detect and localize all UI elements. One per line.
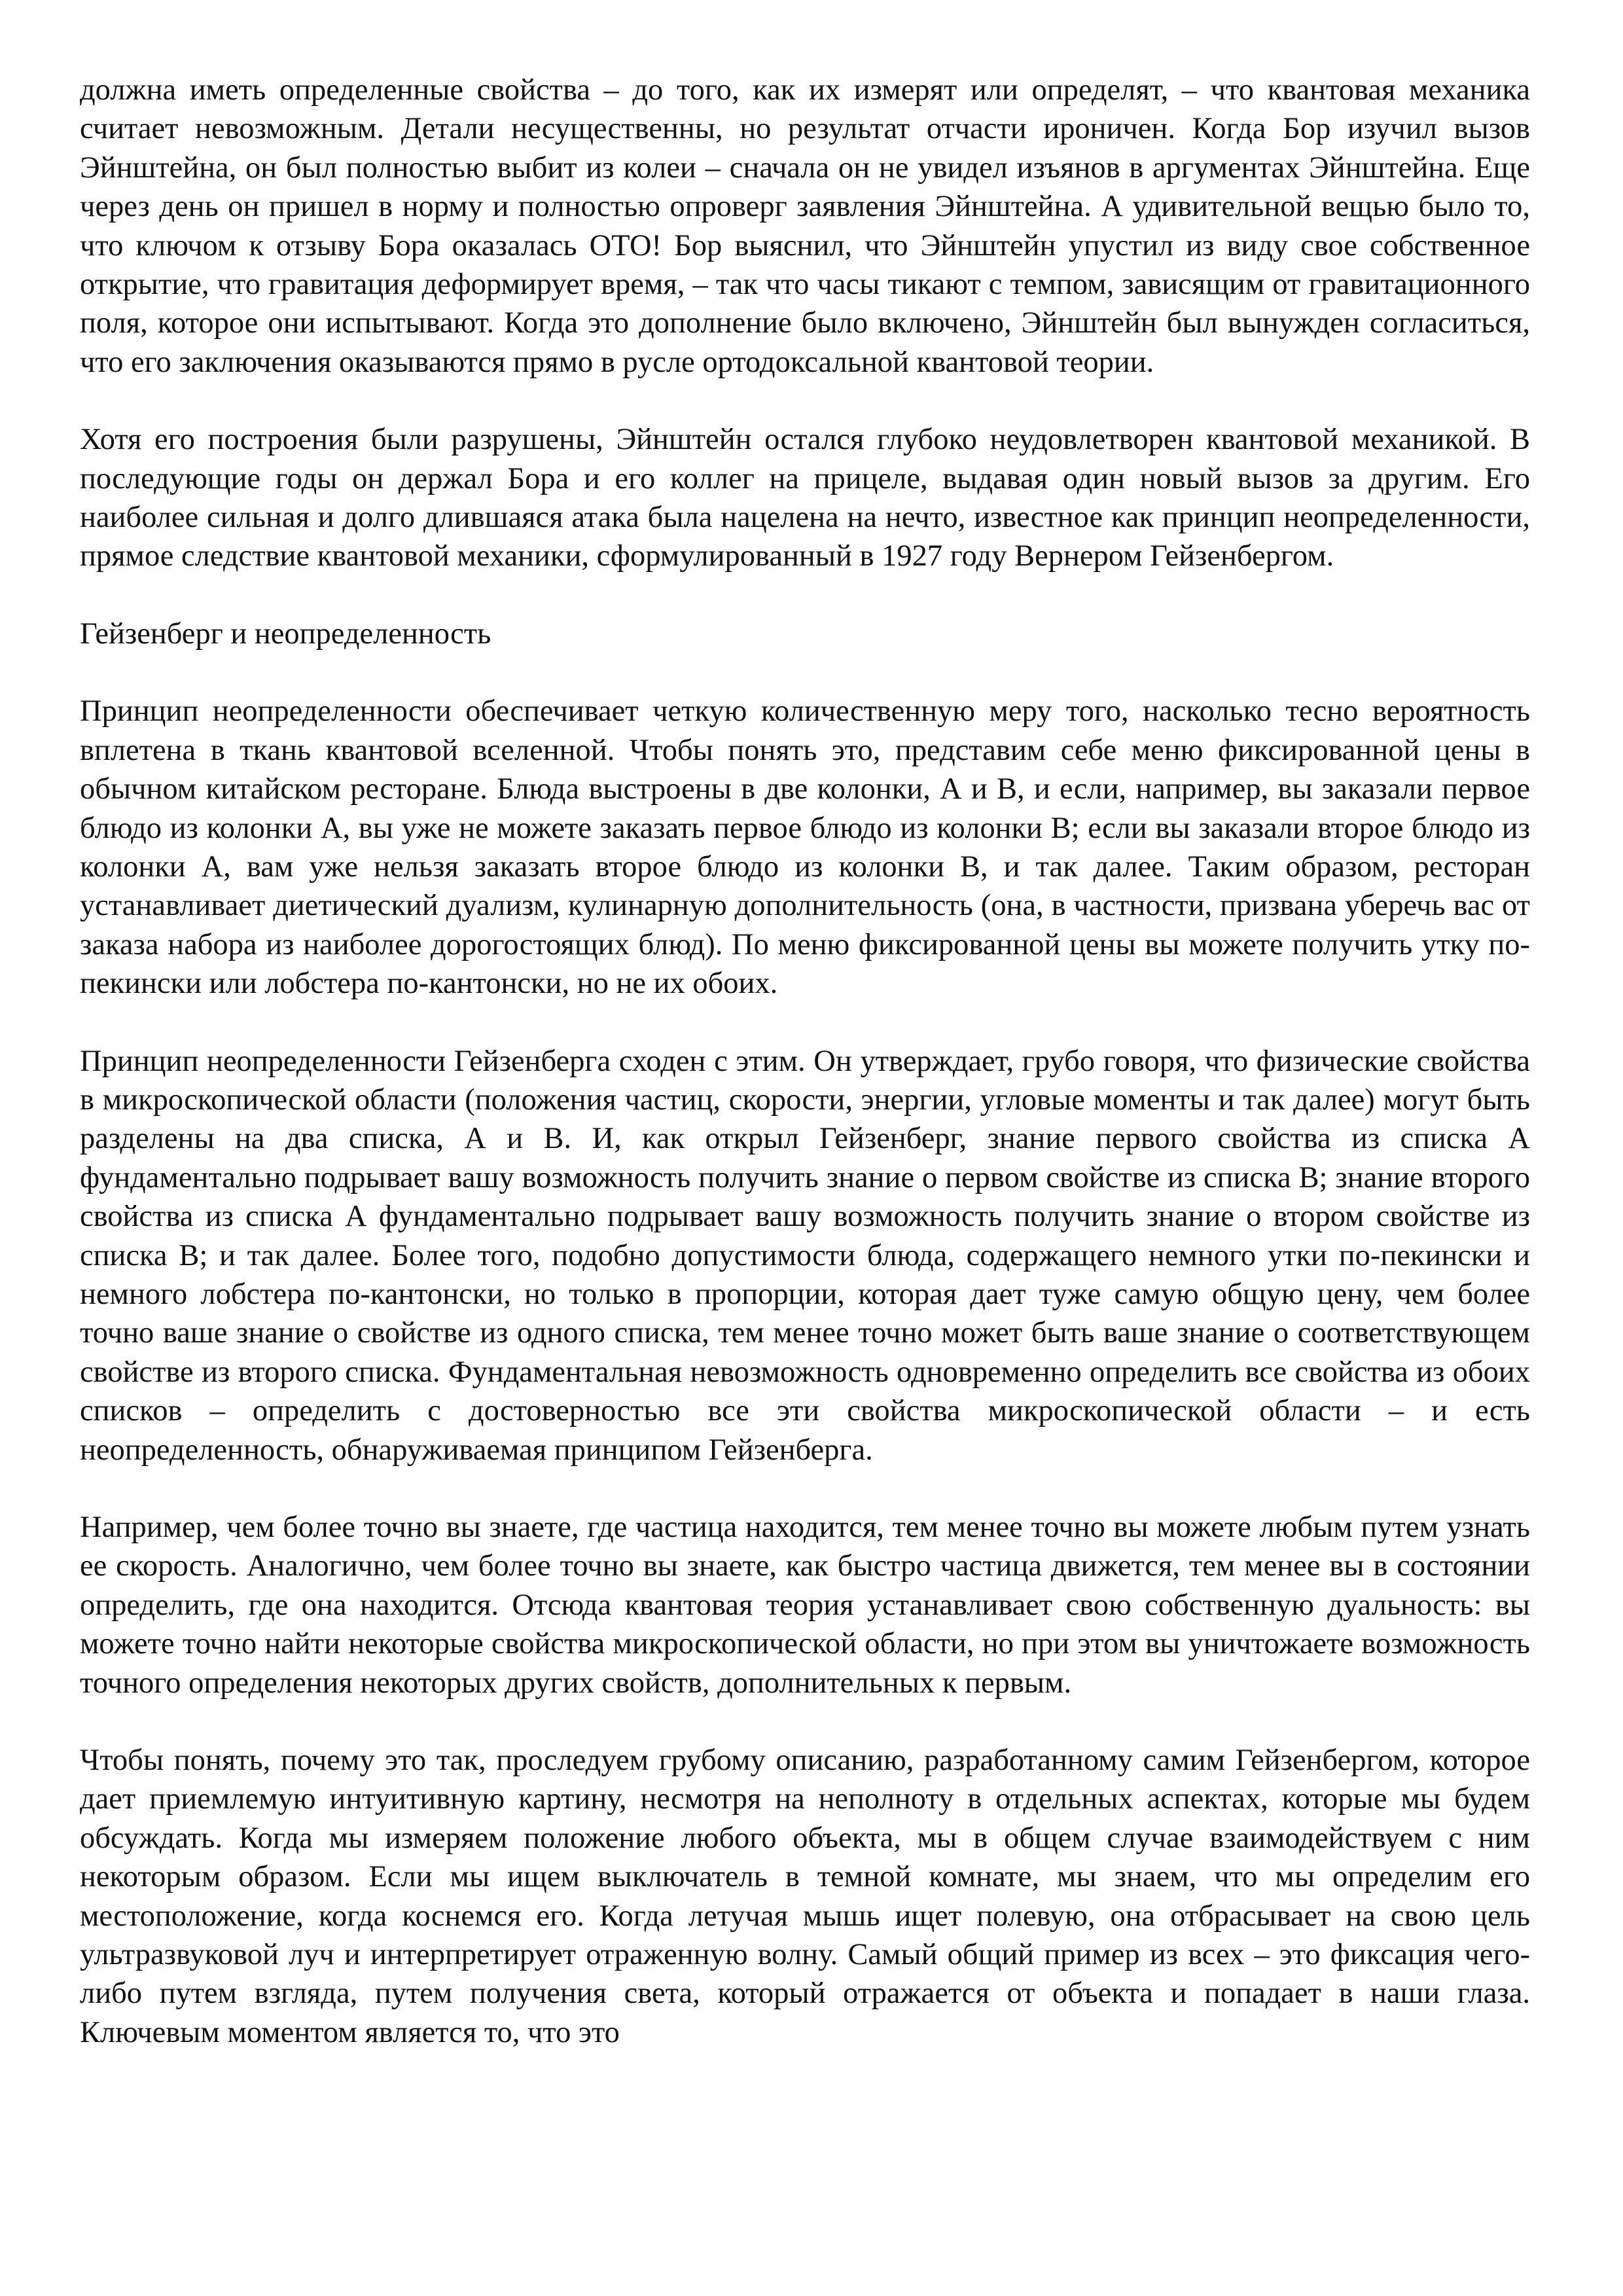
paragraph-position-velocity: Например, чем более точно вы знаете, где частица находится, тем менее точно вы можете любым путем узнать ее скорость. Аналогично, чем более точно вы знаете, как быстро частица движется, тем менее вы в состоянии определить, где она находится. Отсюда квантовая теория устанавливает свою собственную дуальность: вы можете точно найти некоторые свойства микроскопической области, но при этом вы уничтожаете возможность точного определения некоторых других свойств, дополнительных к первым. <box>80 1511 1530 1700</box>
document-page <box>80 71 1530 2090</box>
paragraph-restaurant-menu: Принцип неопределенности обеспечивает четкую количественную меру того, насколько тесно вероятность вплетена в ткань квантовой вселенной. Чтобы понять это, представим себе меню фиксированной цены в обычном китайском ресторане. Блюда выстроены в две колонки, А и В, и если, например, вы заказали первое блюдо из колонки А, вы уже не можете заказать первое блюдо из колонки В; если вы заказали второе блюдо из колонки А, вам уже нельзя заказать второе блюдо из колонки В, и так далее. Таким образом, ресторан устанавливает диетический дуализм, кулинарную дополнительность (она, в частности, призвана уберечь вас от заказа набора из наиболее дорогостоящих блюд). По меню фиксированной цены вы можете получить утку по-пекински или лобстера по-кантонски, но не их обоих. <box>80 694 1530 1001</box>
paragraph-einstein-dissatisfied: Хотя его построения были разрушены, Эйнштейн остался глубоко неудовлетворен квантовой механикой. В последующие годы он держал Бора и его коллег на прицеле, выдавая один новый вызов за другим. Его наиболее сильная и долго длившаяся атака была нацелена на нечто, известное как принцип неопределенности, прямое следствие квантовой механики, сформулированный в 1927 году Вернером Гейзенбергом. <box>80 423 1530 573</box>
paragraph-heisenberg-principle: Принцип неопределенности Гейзенберга сходен с этим. Он утверждает, грубо говоря, что физические свойства в микроскопической области (положения частиц, скорости, энергии, угловые моменты и так далее) могут быть разделены на два списка, А и В. И, как открыл Гейзенберг, знание первого свойства из списка А фундаментально подрывает вашу возможность получить знание о первом свойстве из списка В; знание второго свойства из списка А фундаментально подрывает вашу возможность получить знание о втором свойстве из списка В; и так далее. Более того, подобно допустимости блюда, содержащего немного утки по-пекински и немного лобстера по-кантонски, но только в пропорции, которая дает туже самую общую цену, чем более точно ваше знание о свойстве из одного списка, тем менее точно может быть ваше знание о соответствующем свойстве из второго списка. Фундаментальная невозможность одновременно определить все свойства из обоих списков – определить с достоверностью все эти свойства микроскопической области – и есть неопределенность, обнаруживаемая принципом Гейзенберга. <box>80 1044 1530 1467</box>
section-heading: Гейзенберг и неопределенность <box>80 617 491 651</box>
paragraph-measurement-description: Чтобы понять, почему это так, проследуем грубому описанию, разработанному самим Гейзенбергом, которое дает приемлемую интуитивную картину, несмотря на неполноту в отдельных аспектах, которые мы будем обсуждать. Когда мы измеряем положение любого объекта, мы в общем случае взаимодействуем с ним некоторым образом. Если мы ищем выключатель в темной комнате, мы знаем, что мы определим его местоположение, когда коснемся его. Когда летучая мышь ищет полевую, она отбрасывает на свою цель ультразвуковой луч и интерпретирует отраженную волну. Самый общий пример из всех – это фиксация чего-либо путем взгляда, путем получения света, который отражается от объекта и попадает в наши глаза. Ключевым моментом является то, что это <box>80 1744 1530 2049</box>
paragraph-einstein-challenge: должна иметь определенные свойства – до того, как их измерят или определят, – что квантовая механика считает невозможным. Детали несущественны, но результат отчасти ироничен. Когда Бор изучил вызов Эйнштейна, он был полностью выбит из колеи – сначала он не увидел изъянов в аргументах Эйнштейна. Еще через день он пришел в норму и полностью опроверг заявления Эйнштейна. А удивительной вещью было то, что ключом к отзыву Бора оказалась ОТО! Бор выяснил, что Эйнштейн упустил из виду свое собственное открытие, что гравитация деформирует время, – так что часы тикают с темпом, зависящим от гравитационного поля, которое они испытывают. Когда это дополнение было включено, Эйнштейн был вынужден согласиться, что его заключения оказываются прямо в русле ортодоксальной квантовой теории. <box>80 73 1530 379</box>
